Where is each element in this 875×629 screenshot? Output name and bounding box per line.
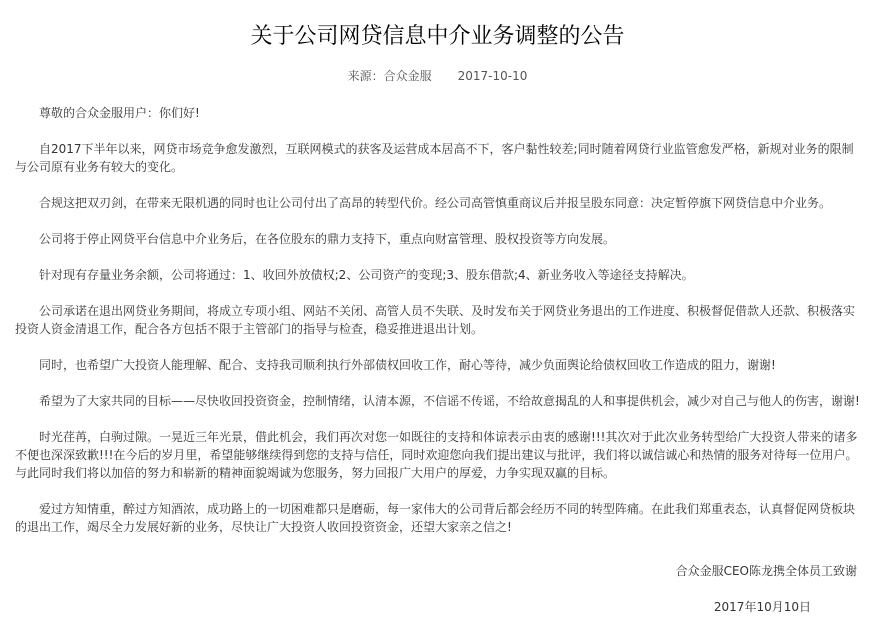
body-paragraph: 自2017下半年以来，网贷市场竞争愈发激烈，互联网模式的获客及运营成本居高不下，客户黏性较差;同时随着网贷行业监管愈发严格，新规对业务的限制与公司原有业务有较大的变化。 xyxy=(15,142,854,174)
body-paragraph: 爱过方知情重，醉过方知酒浓，成功路上的一切困难都只是磨砺，每一家伟大的公司背后都会经历不同的转型阵痛。在此我们郑重表态，认真督促网贷板块的退出工作，竭尽全力发展好新的业务，尽快让广大投资人收回投资资金，还望大家亲之信之! xyxy=(15,502,856,534)
article-source: 来源：合众金服 xyxy=(347,69,432,83)
signature: 合众金服CEO陈龙携全体员工致谢 xyxy=(675,564,857,578)
body-paragraph: 时光荏苒，白驹过隙。一晃近三年光景，借此机会，我们再次对您一如既往的支持和体谅表示由衷的感谢!!!其次对于此次业务转型给广大投资人带来的诸多不便也深深致歉!!!在今后的岁月里，希望能够继续得到您的支持与信任，同时欢迎您向我们提出建议与批评，我们将以诚信诚心和热情的服务对待每一位用户。与此同时我们将以加倍的努力和崭新的精神面貌竭诚为您服务，努力回报广大用户的厚爱，力争实现双赢的目标。 xyxy=(15,430,858,480)
body-paragraph: 针对现有存量业务余额，公司将通过：1、收回外放债权;2、公司资产的变现;3、股东借款;4、新业务收入等途径支持解决。 xyxy=(39,268,694,282)
signed-date: 2017年10月10日 xyxy=(713,600,811,614)
body-paragraph: 合规这把双刃剑，在带来无限机遇的同时也让公司付出了高昂的转型代价。经公司高管慎重商议后并报呈股东同意：决定暂停旗下网贷信息中介业务。 xyxy=(39,196,832,210)
article-publish-date: 2017-10-10 xyxy=(457,69,528,83)
article-meta xyxy=(0,66,875,86)
body-paragraph: 公司将于停止网贷平台信息中介业务后，在各位股东的鼎力支持下，重点向财富管理、股权投资等方向发展。 xyxy=(39,232,616,246)
page-title: 关于公司网贷信息中介业务调整的公告 xyxy=(250,24,625,49)
body-paragraph: 公司承诺在退出网贷业务期间，将成立专项小组、网站不关闭、高管人员不失联、及时发布关于网贷业务退出的工作进度、积极督促借款人还款、积极落实投资人资金清退工作，配合各方包括不限于主管部门的指导与检查，稳妥推进退出计划。 xyxy=(15,304,856,336)
article-body xyxy=(15,104,863,554)
body-paragraph: 希望为了大家共同的目标——尽快收回投资资金，控制情绪，认清本源，不信谣不传谣，不给故意揭乱的人和事提供机会，减少对自己与他人的伤害，谢谢! xyxy=(39,394,860,408)
body-paragraph: 同时，也希望广大投资人能理解、配合、支持我司顺利执行外部债权回收工作，耐心等待，减少负面舆论给债权回收工作造成的阻力，谢谢! xyxy=(39,358,776,372)
greeting-paragraph: 尊敬的合众金服用户：你们好! xyxy=(39,106,200,120)
